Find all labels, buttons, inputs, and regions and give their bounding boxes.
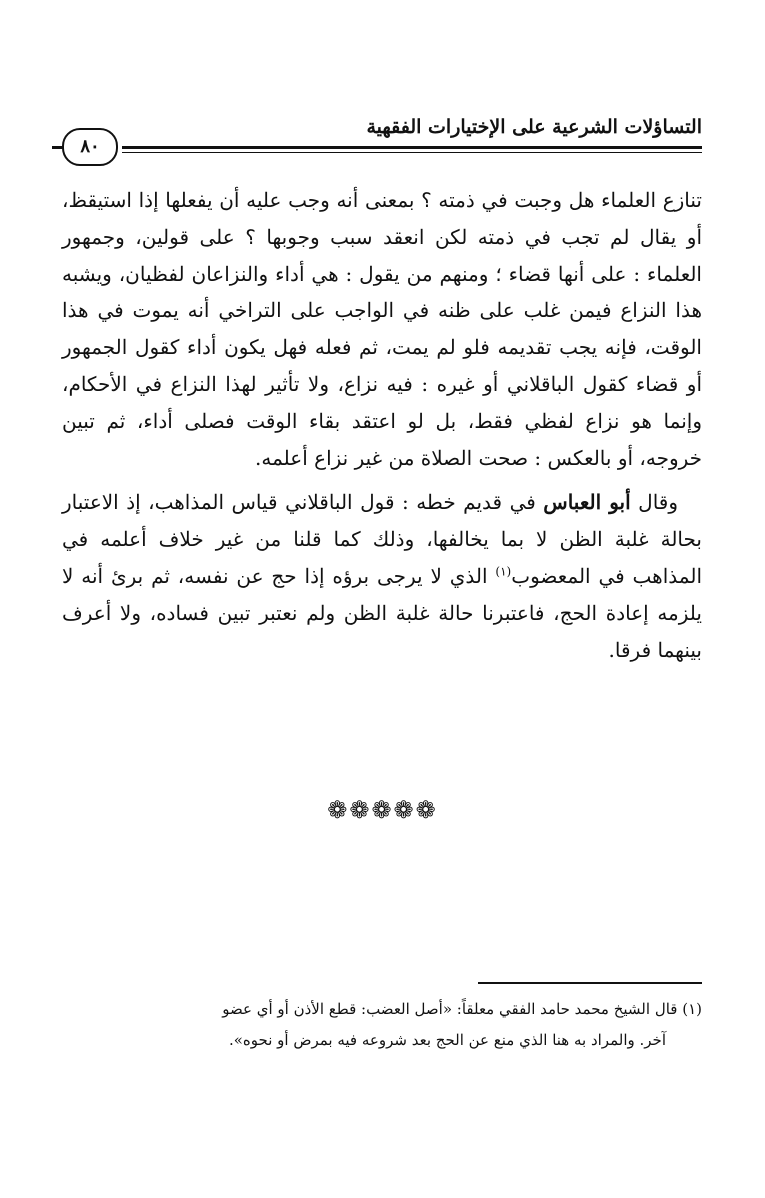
author-name: أبو العباس: [543, 490, 631, 515]
running-header-title: التساؤلات الشرعية على الإختيارات الفقهية: [366, 116, 702, 138]
header-rule-thin: [122, 152, 702, 153]
footnote-divider: [478, 982, 702, 984]
footnote-line-2: آخر. والمراد به هنا الذي منع عن الحج بعد شروعه فيه بمرض أو نحوه».: [228, 1031, 666, 1049]
paragraph-2-text-b: الذي لا يرجى برؤه إذا حج عن نفسه، ثم برئ أنه لا يلزمه إعادة الحج، فاعتبرنا حالة غلبة الظن ولم نعتبر تبين فساده، ولا أعرف بينهما فرقا.: [62, 563, 702, 662]
footnote-line-1: (١) قال الشيخ محمد حامد الفقي معلقاً: «أصل العضب: قطع الأذن أو أي عضو: [222, 1000, 702, 1018]
paragraph-1: تنازع العلماء هل وجبت في ذمته ؟ بمعنى أنه وجب عليه أن يفعلها إذا استيقظ، أو يقال لم تجب في ذمته لكن انعقد سبب وجوبها ؟ على قولين، وجمهور العلماء : على أنها قضاء ؛ ومنهم من يقول : هي أداء والنزاعان لفظيان، ويشبه هذا النزاع فيمن غلب على ظنه في الواجب على التراخي أنه يموت في هذا الوقت، فإنه يجب تقديمه فلو لم يمت، ثم فعله فهل يكون أداء كقول الجمهور أو قضاء كقول الباقلاني أو غيره : فيه نزاع، ولا تأثير لهذا النزاع في الأحكام، وإنما هو نزاع لفظي فقط، بل لو اعتقد بقاء الوقت فصلى أداء، ثم تبين خروجه، أو بالعكس : صحت الصلاة من غير نزاع أعلمه.: [62, 188, 702, 470]
header-rule: [122, 146, 702, 149]
page-header: [62, 108, 702, 158]
paragraph-2-text-a: في قديم خطه : قول الباقلاني قياس المذاهب، إذ الاعتبار بحالة غلبة الظن لا بما يخالفها، وذلك كما قلنا من غير خلاف أعلمه في المذاهب في المعضوب: [62, 490, 702, 588]
main-text: [62, 182, 702, 688]
footnote: [62, 994, 702, 1056]
footnote-reference[interactable]: (١): [495, 564, 512, 579]
section-ornament-icon: ❁❁❁❁❁: [327, 796, 438, 824]
page-number: ٨٠: [62, 128, 118, 166]
paragraph-2-prefix: وقال: [638, 490, 679, 515]
paragraph-2: [62, 484, 702, 668]
